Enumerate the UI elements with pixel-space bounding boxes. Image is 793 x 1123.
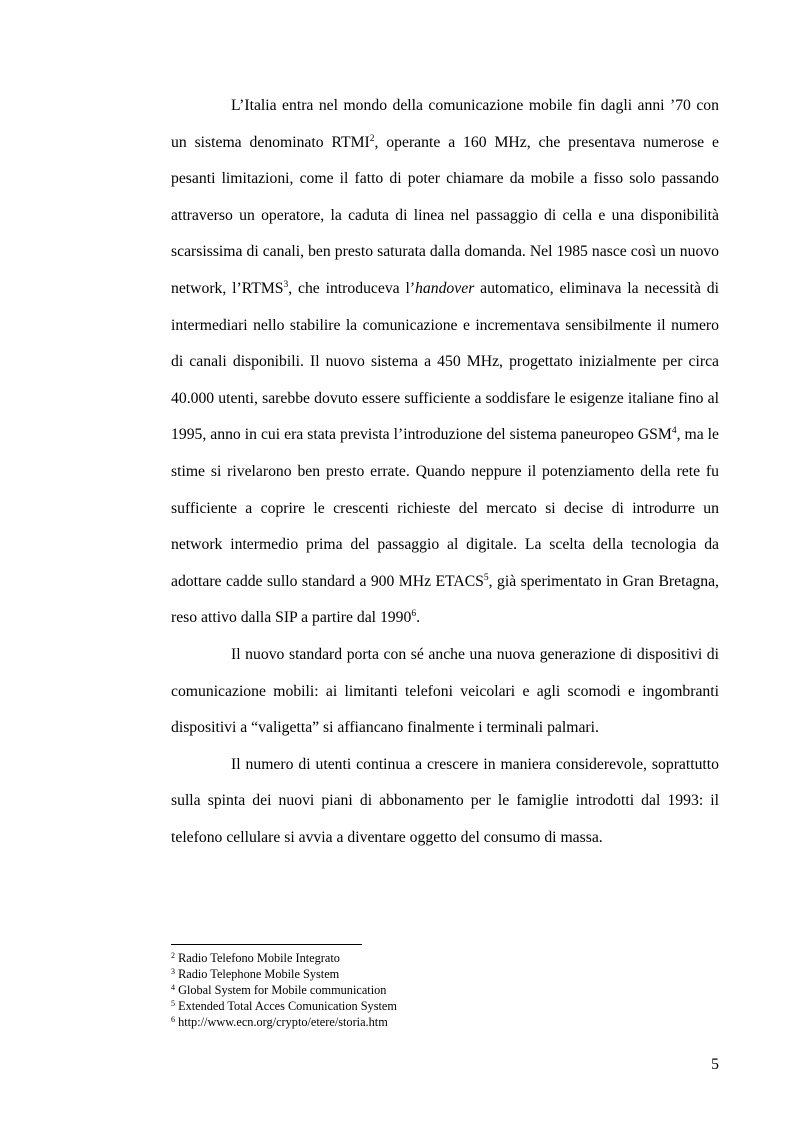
footnote-ref: 6 xyxy=(411,609,417,620)
footnote-text: Global System for Mobile communication xyxy=(178,982,387,997)
text-segment: , già sperimentato in Gran Bretagna, reso attivo dalla SIP a partire dal 1990 xyxy=(171,572,719,627)
footnote-item xyxy=(171,967,719,983)
text-segment: , ma le stime si rivelarono ben presto errate. Quando neppure il potenziamento della rete fu sufficiente a coprire le crescenti richieste del mercato si decise di introdurre un network intermedio prima del passaggio al digitale. La scelta della tecnologia da adottare cadde sullo standard a 900 MHz ETACS xyxy=(171,426,719,590)
footnote-separator xyxy=(171,944,362,945)
footnote-ref: 2 xyxy=(369,133,375,144)
footnote-number: 4 xyxy=(171,982,175,992)
italic-term: handover xyxy=(415,279,475,297)
footnote-item xyxy=(171,999,719,1015)
footnote-number: 2 xyxy=(171,951,175,960)
footnote-ref: 4 xyxy=(671,426,677,437)
footnote-text: Extended Total Acces Comunication System xyxy=(178,998,397,1013)
footnotes xyxy=(171,951,719,1031)
footnote-text: Radio Telefono Mobile Integrato xyxy=(178,951,340,965)
text-segment: Il numero di utenti continua a crescere in maniera considerevole, soprattutto sulla spinta dei nuovi piani di abbonamento per le famiglie introdotti dal 1993: il telefono cellulare si avvia a diventare oggetto del consumo di massa. xyxy=(171,755,719,846)
footnote-number: 6 xyxy=(171,1014,175,1024)
footnote-ref: 3 xyxy=(283,279,289,290)
footnote-number: 3 xyxy=(171,966,175,976)
footnote-item xyxy=(171,951,719,967)
paragraph xyxy=(171,637,719,747)
text-segment: , operante a 160 MHz, che presentava numerose e pesanti limitazioni, come il fatto di poter chiamare da mobile a fisso solo passando attraverso un operatore, la caduta di linea nel passaggio di cella e una disponibilità scarsissima di canali, ben presto saturata dalla domanda. Nel 1985 nasce così un nuovo network, l’RTMS xyxy=(171,133,719,297)
footnote-item xyxy=(171,983,719,999)
text-segment: Il nuovo standard porta con sé anche una nuova generazione di dispositivi di comunicazione mobili: ai limitanti telefoni veicolari e agli scomodi e ingombranti dispositivi a “valigetta” si affiancano finalmente i terminali palmari. xyxy=(171,645,719,737)
footnote-text: Radio Telephone Mobile System xyxy=(178,966,340,981)
paragraph xyxy=(171,747,719,857)
footnote-ref: 5 xyxy=(483,572,489,583)
body-text xyxy=(171,88,719,856)
page-number: 5 xyxy=(711,1056,719,1073)
text-segment: , che introduceva l’ xyxy=(288,279,416,297)
text-segment: . xyxy=(416,609,421,627)
paragraph xyxy=(171,88,719,637)
footnote-number: 5 xyxy=(171,998,175,1008)
text-segment: L’Italia entra nel mondo della comunicazione mobile fin dagli anni ’70 con un sistema denominato RTMI xyxy=(171,97,719,151)
text-segment: automatico, eliminava la necessità di intermediari nello stabilire la comunicazione e incrementava sensibilmente il numero di canali disponibili. Il nuovo sistema a 450 MHz, progettato inizialmente per circa 40.000 utenti, sarebbe dovuto essere sufficiente a soddisfare le esigenze italiane fino al 1995, anno in cui era stata prevista l’introduzione del sistema paneuropeo GSM xyxy=(171,279,720,444)
footnote-text: http://www.ecn.org/crypto/etere/storia.htm xyxy=(178,1014,388,1029)
footnote-item xyxy=(171,1015,719,1031)
